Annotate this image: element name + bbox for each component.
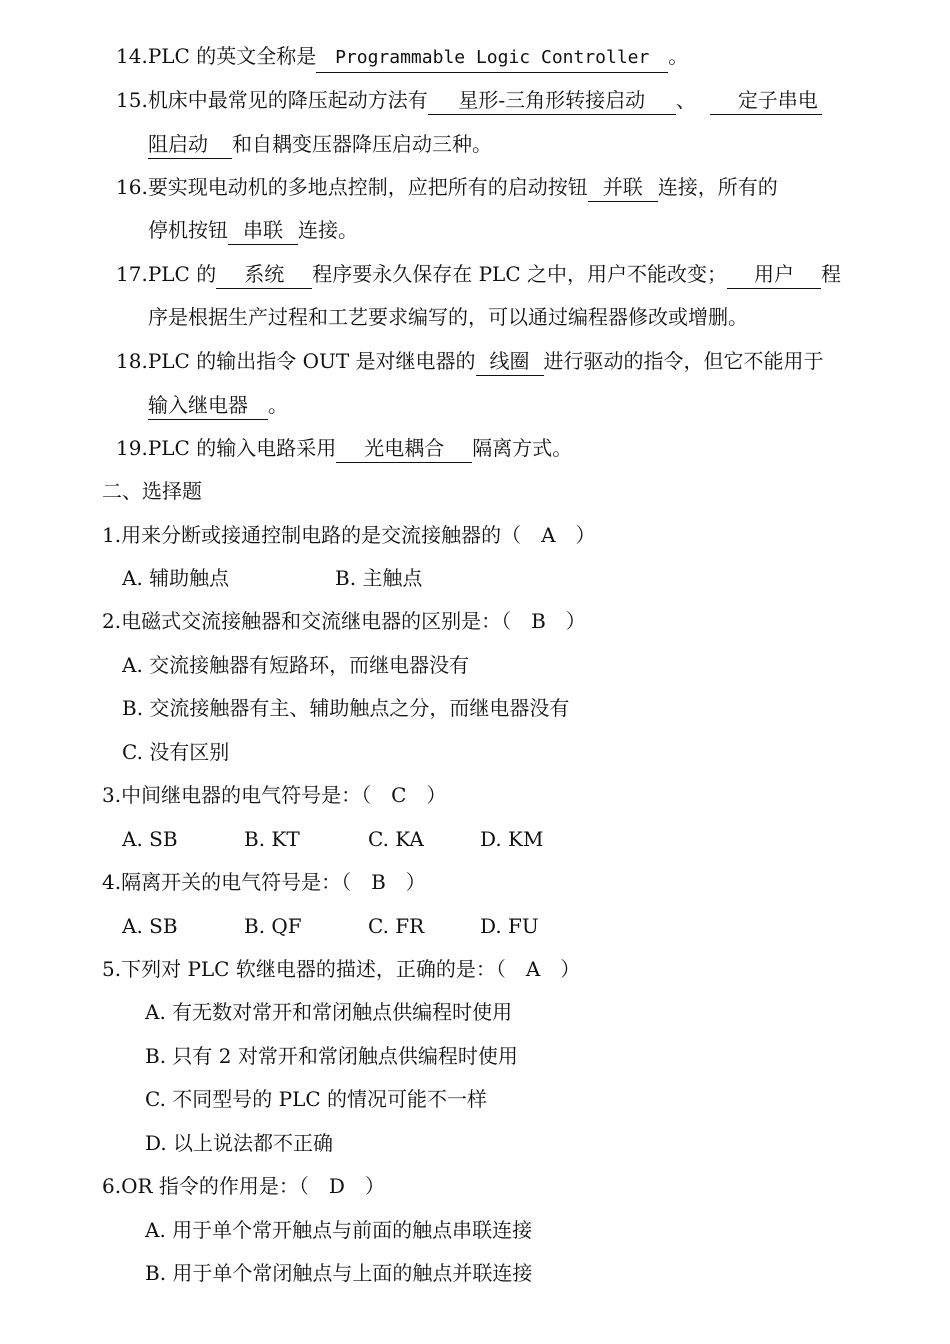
question-text: 机床中最常见的降压起动方法有: [147, 88, 428, 112]
choice-option: B. 用于单个常闭触点与上面的触点并联连接: [145, 1261, 533, 1285]
question-15: [116, 86, 822, 115]
question-18-line-2: [148, 391, 288, 420]
question-15-line-2: [148, 130, 492, 159]
answer-blank: 线圈: [476, 347, 544, 376]
choice-option: B. 只有 2 对常开和常闭触点供编程时使用: [145, 1044, 518, 1068]
question-text: 序是根据生产过程和工艺要求编写的，可以通过编程器修改或增删。: [148, 305, 748, 329]
question-text: PLC 的输出指令 OUT 是对继电器的: [147, 349, 476, 373]
answer-blank: 并联: [588, 173, 658, 202]
choice-option: C. 没有区别: [122, 740, 230, 764]
question-16-line-2: [148, 216, 358, 245]
question-16: [116, 173, 778, 202]
question-text: 。: [668, 44, 689, 68]
choice-question-5: 5.下列对 PLC 软继电器的描述，正确的是：（ A ）: [102, 957, 581, 981]
section-title: 二、选择题: [102, 479, 202, 503]
answer-blank: 系统: [216, 260, 312, 289]
question-number: 16.: [116, 175, 148, 199]
question-text: 进行驱动的指令，但它不能用于: [543, 349, 824, 373]
choice-option: C. KA: [368, 827, 424, 851]
answer-blank: 星形-三角形转接启动: [428, 86, 676, 115]
question-text: 、: [675, 88, 696, 112]
choice-option: A. 有无数对常开和常闭触点供编程时使用: [145, 1000, 513, 1024]
choice-question-6: 6.OR 指令的作用是：（ D ）: [102, 1174, 385, 1198]
question-text: 停机按钮: [148, 218, 228, 242]
question-text: 。: [268, 393, 288, 417]
question-19: [116, 434, 572, 463]
choice-option: D. 以上说法都不正确: [145, 1131, 334, 1155]
question-text: PLC 的英文全称是: [147, 44, 317, 68]
choice-option: A. 用于单个常开触点与前面的触点串联连接: [145, 1218, 533, 1242]
answer-blank: 用户: [727, 260, 821, 289]
answer-blank: 光电耦合: [336, 434, 472, 463]
choice-option: D. FU: [480, 914, 539, 938]
choice-option: B. KT: [244, 827, 300, 851]
question-text: 连接，所有的: [657, 175, 778, 199]
question-text: 和自耦变压器降压启动三种。: [232, 132, 492, 156]
answer-blank: 输入继电器: [148, 391, 268, 420]
choice-option: A. SB: [122, 827, 178, 851]
choice-question-3: 3.中间继电器的电气符号是：（ C ）: [102, 783, 447, 807]
question-number: 18.: [116, 349, 148, 373]
question-text: 程: [820, 262, 841, 286]
question-14: [116, 42, 688, 73]
choice-option: A. 辅助触点: [122, 566, 230, 590]
question-number: 14.: [116, 44, 148, 68]
question-text: 要实现电动机的多地点控制，应把所有的启动按钮: [147, 175, 588, 199]
choice-option: B. 主触点: [335, 566, 423, 590]
question-text: PLC 的: [147, 262, 217, 286]
question-text: PLC 的输入电路采用: [147, 436, 337, 460]
question-17: [116, 260, 841, 289]
answer-blank: 串联: [228, 216, 298, 245]
question-number: 15.: [116, 88, 148, 112]
choice-question-2: 2.电磁式交流接触器和交流继电器的区别是：（ B ）: [102, 609, 586, 633]
question-text: 连接。: [298, 218, 358, 242]
question-number: 17.: [116, 262, 148, 286]
question-number: 19.: [116, 436, 148, 460]
answer-blank: 定子串电: [710, 86, 822, 115]
choice-option: A. SB: [122, 914, 178, 938]
choice-option: A. 交流接触器有短路环，而继电器没有: [122, 653, 470, 677]
question-text: 隔离方式。: [472, 436, 573, 460]
choice-option: B. QF: [244, 914, 302, 938]
choice-option: B. 交流接触器有主、辅助触点之分，而继电器没有: [122, 696, 570, 720]
question-17-line-2: [148, 303, 748, 331]
answer-blank: Programmable Logic Controller: [316, 44, 668, 73]
choice-option: C. 不同型号的 PLC 的情况可能不一样: [145, 1087, 488, 1111]
choice-option: C. FR: [368, 914, 425, 938]
choice-question-1: 1.用来分断或接通控制电路的是交流接触器的（ A ）: [102, 523, 596, 547]
question-18: [116, 347, 824, 376]
choice-option: D. KM: [480, 827, 544, 851]
choice-question-4: 4.隔离开关的电气符号是：（ B ）: [102, 870, 426, 894]
question-text: 程序要永久保存在 PLC 之中，用户不能改变；: [312, 262, 727, 286]
answer-blank: 阻启动: [148, 130, 232, 159]
